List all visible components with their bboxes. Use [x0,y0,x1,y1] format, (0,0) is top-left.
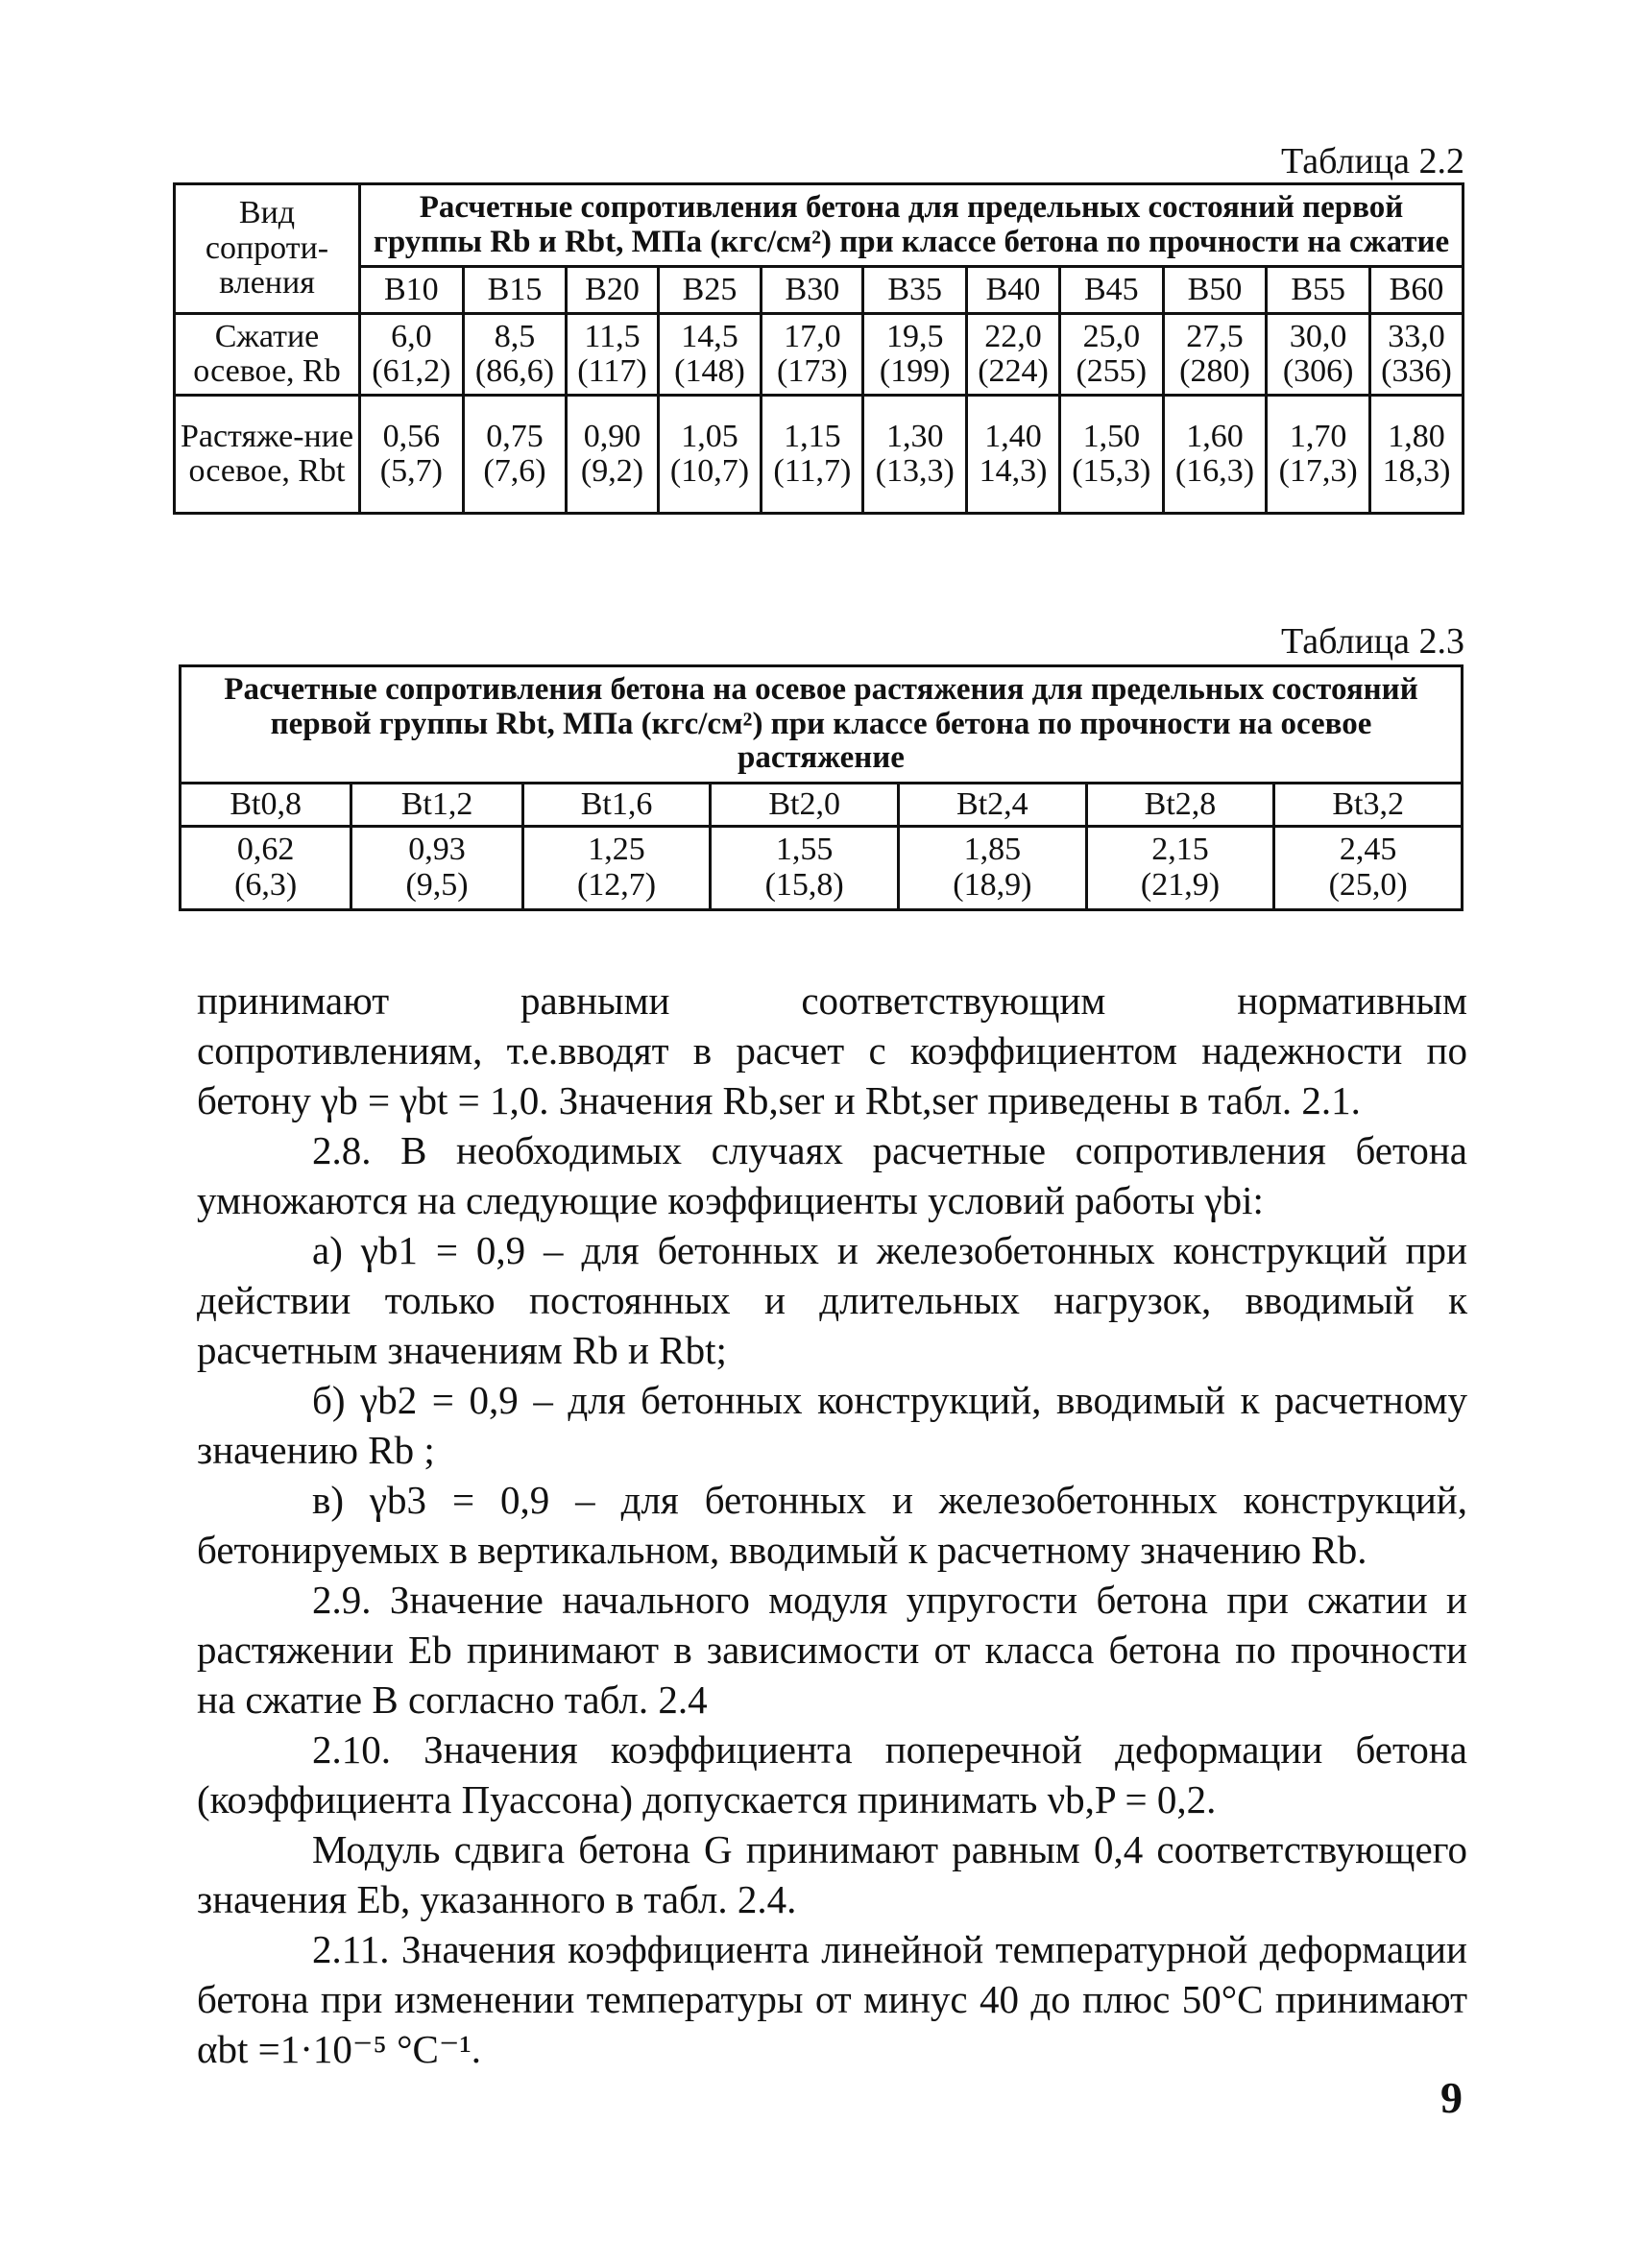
value-cell: 1,15 (11,7) [762,396,863,514]
paragraph-a: а) γb1 = 0,9 – для бетонных и железобетонных конструкций при действии только постоянных и длительных нагрузок, вводимый к расчетным значениям Rb и Rbt; [197,1228,1467,1372]
paragraph-v: в) γb3 = 0,9 – для бетонных и железобетонных конструкций, бетонируемых в вертикальном, вводимый к расчетному значению Rb. [197,1478,1467,1572]
class-cell: B60 [1370,267,1464,314]
table-row [175,314,1464,396]
class-cell: B55 [1267,267,1370,314]
class-cell: Bt1,2 [351,783,522,826]
table-row [175,396,1464,514]
class-cell: Bt1,6 [522,783,711,826]
row-label-compression: Сжатие осевое, Rb [175,314,360,396]
class-cell: B35 [863,267,967,314]
value-cell: 0,56 (5,7) [360,396,464,514]
value-cell: 1,70 (17,3) [1267,396,1370,514]
paragraph-b: б) γb2 = 0,9 – для бетонных конструкций, вводимый к расчетному значению Rb ; [197,1378,1467,1472]
value-cell: 1,50 (15,3) [1059,396,1163,514]
row-label-tension: Растяже-ние осевое, Rbt [175,396,360,514]
value-cell: 0,62 (6,3) [181,826,351,909]
class-cell: Bt2,8 [1086,783,1274,826]
class-cell: B25 [658,267,762,314]
table-2-3-caption: Таблица 2.3 [1280,621,1464,662]
value-cell: 25,0 (255) [1059,314,1163,396]
table-2-3-header: Расчетные сопротивления бетона на осевое растяжения для предельных состояний первой группы Rbt, МПа (кгс/см²) при классе бетона по прочности на осевое растяжение [181,666,1463,784]
table-2-2 [173,182,1464,515]
value-cell: 1,30 (13,3) [863,396,967,514]
table-2-2-header: Расчетные сопротивления бетона для предельных состояний первой группы Rb и Rbt, МПа (кгс/см²) при классе бетона по прочности на сжатие [360,184,1464,267]
class-cell: B20 [567,267,658,314]
value-cell: 1,80 18,3) [1370,396,1464,514]
class-cell: B10 [360,267,464,314]
class-cell: Bt2,0 [711,783,899,826]
value-cell: 30,0 (306) [1267,314,1370,396]
value-cell: 22,0 (224) [967,314,1060,396]
value-cell: 1,05 (10,7) [658,396,762,514]
class-cell: B50 [1163,267,1267,314]
value-cell: 8,5 (86,6) [463,314,567,396]
paragraph-shear-modulus: Модуль сдвига бетона G принимают равным 0,4 соответствующего значения Eb, указанного в табл. 2.4. [197,1827,1467,1921]
value-cell: 27,5 (280) [1163,314,1267,396]
page-number: 9 [1440,2073,1463,2122]
value-cell: 33,0 (336) [1370,314,1464,396]
paragraph-2-8: 2.8. В необходимых случаях расчетные сопротивления бетона умножаются на следующие коэффициенты условий работы γbi: [197,1128,1467,1222]
class-cell: Bt3,2 [1274,783,1463,826]
value-cell: 0,75 (7,6) [463,396,567,514]
table-2-3 [179,664,1464,911]
class-cell: Bt2,4 [899,783,1087,826]
value-cell: 1,25 (12,7) [522,826,711,909]
value-cell: 0,93 (9,5) [351,826,522,909]
value-cell: 1,55 (15,8) [711,826,899,909]
paragraph-continuation-line1: принимают равными соответствующим нормативным [197,978,1467,1023]
table-2-2-caption: Таблица 2.2 [1280,141,1464,181]
class-cell: B40 [967,267,1060,314]
value-cell: 14,5 (148) [658,314,762,396]
value-cell: 1,60 (16,3) [1163,396,1267,514]
paragraph-2-11: 2.11. Значения коэффициента линейной температурной деформации бетона при изменении температуры от минус 40 до плюс 50°С принимают αbt =1·10⁻⁵ °С⁻¹. [197,1927,1467,2071]
table-row [181,826,1463,909]
class-cell: B15 [463,267,567,314]
value-cell: 2,45 (25,0) [1274,826,1463,909]
body-text [197,976,1467,2074]
table-2-2-rowhead: Вид сопроти-вления [175,184,360,314]
class-cell: B45 [1059,267,1163,314]
paragraph-2-9: 2.9. Значение начального модуля упругости бетона при сжатии и растяжении Eb принимают в зависимости от класса бетона по прочности на сжатие В согласно табл. 2.4 [197,1578,1467,1722]
value-cell: 19,5 (199) [863,314,967,396]
value-cell: 1,85 (18,9) [899,826,1087,909]
value-cell: 2,15 (21,9) [1086,826,1274,909]
value-cell: 1,40 14,3) [967,396,1060,514]
paragraph-continuation: сопротивлениям, т.е.вводят в расчет с коэффициентом надежности по бетону γb = γbt = 1,0. Значения Rb,ser и Rbt,ser приведены в табл. 2.1. [197,1028,1467,1122]
value-cell: 6,0 (61,2) [360,314,464,396]
class-cell: Bt0,8 [181,783,351,826]
value-cell: 11,5 (117) [567,314,658,396]
class-cell: B30 [762,267,863,314]
paragraph-2-10: 2.10. Значения коэффициента поперечной деформации бетона (коэффициента Пуассона) допускается принимать νb,P = 0,2. [197,1727,1467,1822]
value-cell: 17,0 (173) [762,314,863,396]
value-cell: 0,90 (9,2) [567,396,658,514]
